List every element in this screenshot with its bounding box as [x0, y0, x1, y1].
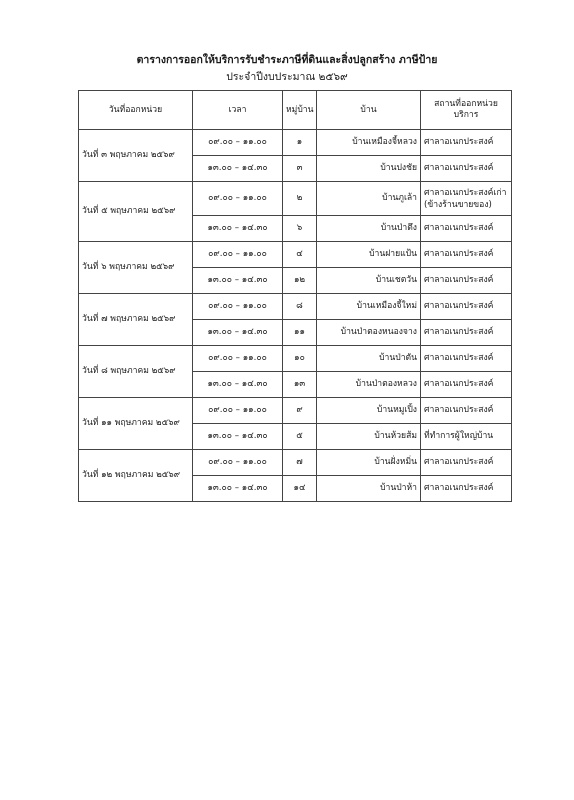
village-cell: บ้านเชตวัน — [317, 268, 421, 294]
village-cell: บ้านเหมืองจี้ใหม่ — [317, 294, 421, 320]
time-cell: ๑๓.๐๐ – ๑๔.๓๐ — [193, 476, 283, 502]
place-cell: ศาลาอเนกประสงค์ — [421, 242, 512, 268]
time-cell: ๐๙.๐๐ – ๑๑.๐๐ — [193, 450, 283, 476]
place-cell: ศาลาอเนกประสงค์ — [421, 294, 512, 320]
date-cell: วันที่ ๑๒ พฤษภาคม ๒๕๖๙ — [79, 450, 193, 502]
date-cell: วันที่ ๓ พฤษภาคม ๒๕๖๙ — [79, 130, 193, 182]
service-schedule-table — [78, 90, 512, 502]
moo-cell: ๑๓ — [283, 372, 317, 398]
village-cell: บ้านฝายแป้น — [317, 242, 421, 268]
place-cell: ศาลาอเนกประสงค์ — [421, 346, 512, 372]
time-cell: ๐๙.๐๐ – ๑๑.๐๐ — [193, 242, 283, 268]
table-row — [79, 242, 512, 268]
moo-cell: ๑ — [283, 130, 317, 156]
place-cell — [421, 182, 512, 216]
moo-cell: ๔ — [283, 242, 317, 268]
time-cell: ๑๓.๐๐ – ๑๔.๓๐ — [193, 216, 283, 242]
moo-cell: ๑๐ — [283, 346, 317, 372]
document-title: ตารางการออกให้บริการรับชำระภาษีที่ดินและสิ่งปลูกสร้าง ภาษีป้าย — [136, 54, 438, 66]
time-cell: ๐๙.๐๐ – ๑๑.๐๐ — [193, 398, 283, 424]
village-cell: บ้านป่าตึง — [317, 216, 421, 242]
header-date: วันที่ออกหน่วย — [79, 91, 193, 130]
date-cell: วันที่ ๕ พฤษภาคม ๒๕๖๙ — [79, 182, 193, 242]
header-place — [421, 91, 512, 130]
time-cell: ๑๓.๐๐ – ๑๔.๓๐ — [193, 424, 283, 450]
village-cell: บ้านป่าตองหนองจาง — [317, 320, 421, 346]
header-moo: หมู่บ้าน — [283, 91, 317, 130]
place-cell: ศาลาอเนกประสงค์ — [421, 372, 512, 398]
village-cell: บ้านห้วยส้ม — [317, 424, 421, 450]
time-cell: ๑๓.๐๐ – ๑๔.๓๐ — [193, 268, 283, 294]
place-line1: ศาลาอเนกประสงค์เก่า — [424, 187, 507, 198]
village-cell: บ้านป่าตัน — [317, 346, 421, 372]
time-cell: ๑๓.๐๐ – ๑๔.๓๐ — [193, 372, 283, 398]
moo-cell: ๑๔ — [283, 476, 317, 502]
table-row — [79, 294, 512, 320]
moo-cell: ๓ — [283, 156, 317, 182]
header-place-line2: บริการ — [453, 110, 479, 120]
moo-cell: ๖ — [283, 216, 317, 242]
place-cell: ศาลาอเนกประสงค์ — [421, 398, 512, 424]
moo-cell: ๙ — [283, 398, 317, 424]
time-cell: ๐๙.๐๐ – ๑๑.๐๐ — [193, 346, 283, 372]
place-cell: ศาลาอเนกประสงค์ — [421, 450, 512, 476]
header-village: บ้าน — [317, 91, 421, 130]
place-line2: (ข้างร้านขายของ) — [424, 199, 492, 210]
header-time: เวลา — [193, 91, 283, 130]
table-row — [79, 130, 512, 156]
place-cell: ศาลาอเนกประสงค์ — [421, 216, 512, 242]
table-row — [79, 450, 512, 476]
place-cell: ศาลาอเนกประสงค์ — [421, 268, 512, 294]
place-cell: ศาลาอเนกประสงค์ — [421, 320, 512, 346]
moo-cell: ๕ — [283, 424, 317, 450]
time-cell: ๑๓.๐๐ – ๑๔.๓๐ — [193, 320, 283, 346]
village-cell: บ้านหมูเปิ้ง — [317, 398, 421, 424]
document-subtitle: ประจำปีงบประมาณ ๒๕๖๙ — [226, 71, 348, 83]
place-cell: ศาลาอเนกประสงค์ — [421, 476, 512, 502]
village-cell: บ้านปงชัย — [317, 156, 421, 182]
moo-cell: ๘ — [283, 294, 317, 320]
village-cell: บ้านฝั่งหมิ่น — [317, 450, 421, 476]
date-cell: วันที่ ๗ พฤษภาคม ๒๕๖๙ — [79, 294, 193, 346]
moo-cell: ๑๑ — [283, 320, 317, 346]
place-cell: ที่ทำการผู้ใหญ่บ้าน — [421, 424, 512, 450]
date-cell: วันที่ ๖ พฤษภาคม ๒๕๖๙ — [79, 242, 193, 294]
place-cell: ศาลาอเนกประสงค์ — [421, 130, 512, 156]
moo-cell: ๗ — [283, 450, 317, 476]
header-place-line1: สถานที่ออกหน่วย — [434, 99, 498, 109]
place-cell: ศาลาอเนกประสงค์ — [421, 156, 512, 182]
village-cell: บ้านป่าห้า — [317, 476, 421, 502]
village-cell: บ้านเหมืองจี้หลวง — [317, 130, 421, 156]
time-cell: ๑๓.๐๐ – ๑๔.๓๐ — [193, 156, 283, 182]
time-cell: ๐๙.๐๐ – ๑๑.๐๐ — [193, 294, 283, 320]
village-cell: บ้านภูเล้า — [317, 182, 421, 216]
village-cell: บ้านป่าตองหลวง — [317, 372, 421, 398]
date-cell: วันที่ ๘ พฤษภาคม ๒๕๖๙ — [79, 346, 193, 398]
date-cell: วันที่ ๑๑ พฤษภาคม ๒๕๖๙ — [79, 398, 193, 450]
time-cell: ๐๙.๐๐ – ๑๑.๐๐ — [193, 182, 283, 216]
table-row — [79, 346, 512, 372]
time-cell: ๐๙.๐๐ – ๑๑.๐๐ — [193, 130, 283, 156]
moo-cell: ๒ — [283, 182, 317, 216]
table-row — [79, 182, 512, 216]
table-row — [79, 398, 512, 424]
table-header-row — [79, 91, 512, 130]
moo-cell: ๑๒ — [283, 268, 317, 294]
